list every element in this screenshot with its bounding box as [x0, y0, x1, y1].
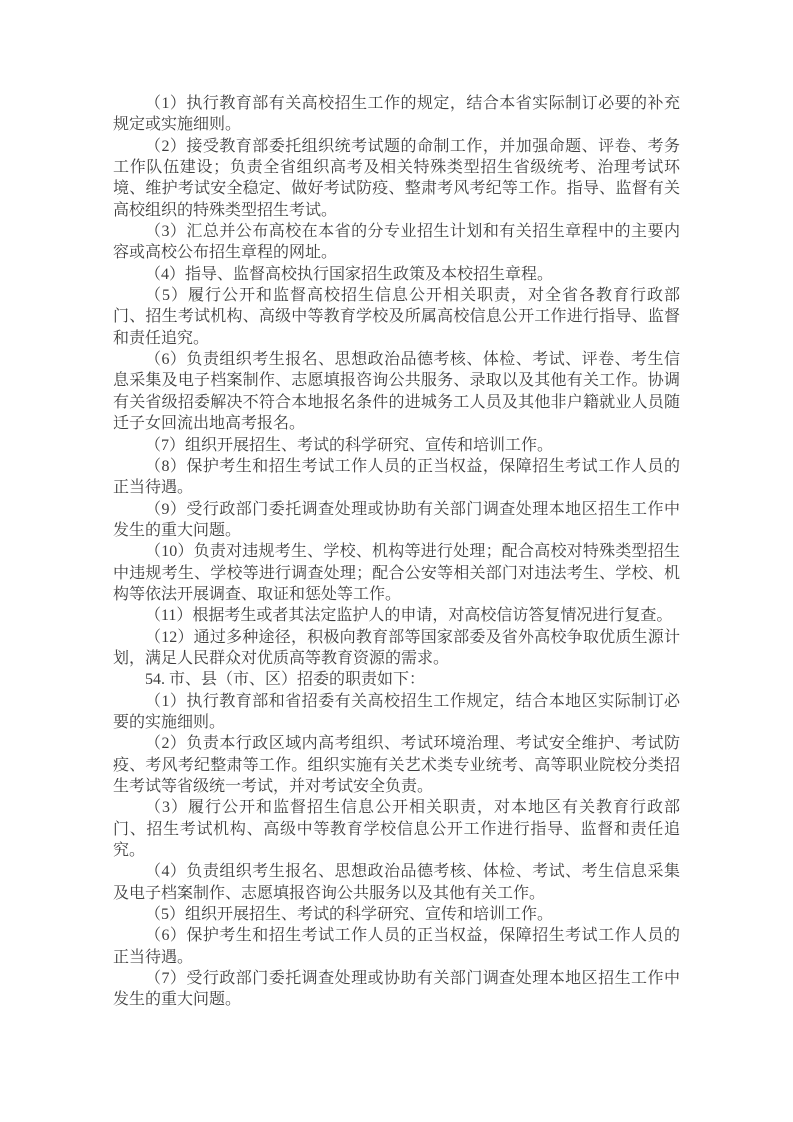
provincial-duty-12: （12）通过多种途径，积极向教育部等国家部委及省外高校争取优质生源计划，满足人民群众对优质高等教育资源的需求。	[113, 628, 680, 667]
city-county-duty-3: （3）履行公开和监督招生信息公开相关职责，对本地区有关教育行政部门、招生考试机构、高级中等教育学校信息公开工作进行指导、监督和责任追究。	[113, 799, 680, 860]
provincial-duty-9: （9）受行政部门委托调查处理或协助有关部门调查处理本地区招生工作中发生的重大问题。	[113, 500, 680, 539]
section-54-heading: 54. 市、县（市、区）招委的职责如下：	[145, 671, 426, 689]
provincial-duty-5: （5）履行公开和监督高校招生信息公开相关职责，对全省各教育行政部门、招生考试机构、高级中等教育学校及所属高校信息公开工作进行指导、监督和责任追究。	[113, 287, 680, 347]
provincial-duty-2: （2）接受教育部委托组织统考试题的命制工作，并加强命题、评卷、考务工作队伍建设；负责全省组织高考及相关特殊类型招生省级统考、治理考试环境、维护考试安全稳定、做好考试防疫、整肃考风考纪等工作。指导、监督有关高校组织的特殊类型招生考试。	[113, 137, 680, 219]
city-county-duty-4: （4）负责组织考生报名、思想政治品德考核、体检、考试、考生信息采集及电子档案制作、志愿填报咨询公共服务以及其他有关工作。	[113, 863, 680, 902]
provincial-duty-1: （1）执行教育部有关高校招生工作的规定，结合本省实际制订必要的补充规定或实施细则。	[113, 95, 680, 134]
city-county-duty-1: （1）执行教育部和省招委有关高校招生工作规定，结合本地区实际制订必要的实施细则。	[113, 692, 680, 731]
provincial-duty-8: （8）保护考生和招生考试工作人员的正当权益，保障招生考试工作人员的正当待遇。	[113, 457, 680, 497]
provincial-duty-10: （10）负责对违规考生、学校、机构等进行处理；配合高校对特殊类型招生中违规考生、学校等进行调查处理；配合公安等相关部门对违法考生、学校、机构等依法开展调查、取证和惩处等工作。	[113, 543, 680, 603]
city-county-duty-5: （5）组织开展招生、考试的科学研究、宣传和培训工作。	[145, 906, 554, 924]
provincial-duty-11: （11）根据考生或者其法定监护人的申请，对高校信访答复情况进行复查。	[145, 607, 673, 625]
city-county-duty-6: （6）保护考生和招生考试工作人员的正当权益，保障招生考试工作人员的正当待遇。	[113, 927, 680, 966]
provincial-duty-7: （7）组织开展招生、考试的科学研究、宣传和培训工作。	[145, 436, 554, 454]
provincial-duty-6: （6）负责组织考生报名、思想政治品德考核、体检、考试、评卷、考生信息采集及电子档案制作、志愿填报咨询公共服务、录取以及其他有关工作。协调有关省级招委解决不符合本地报名条件的进城务工人员及其他非户籍就业人员随迁子女回流出地高考报名。	[113, 351, 680, 433]
provincial-duty-4: （4）指导、监督高校执行国家招生政策及本校招生章程。	[145, 265, 554, 283]
document-body	[113, 93, 680, 1011]
provincial-duty-3: （3）汇总并公布高校在本省的分专业招生计划和有关招生章程中的主要内容或高校公布招生章程的网址。	[113, 223, 680, 262]
city-county-duty-7: （7）受行政部门委托调查处理或协助有关部门调查处理本地区招生工作中发生的重大问题。	[113, 970, 680, 1009]
city-county-duty-2: （2）负责本行政区域内高考组织、考试环境治理、考试安全维护、考试防疫、考风考纪整肃等工作。组织实施有关艺术类专业统考、高等职业院校分类招生考试等省级统一考试，并对考试安全负责。	[113, 735, 680, 795]
